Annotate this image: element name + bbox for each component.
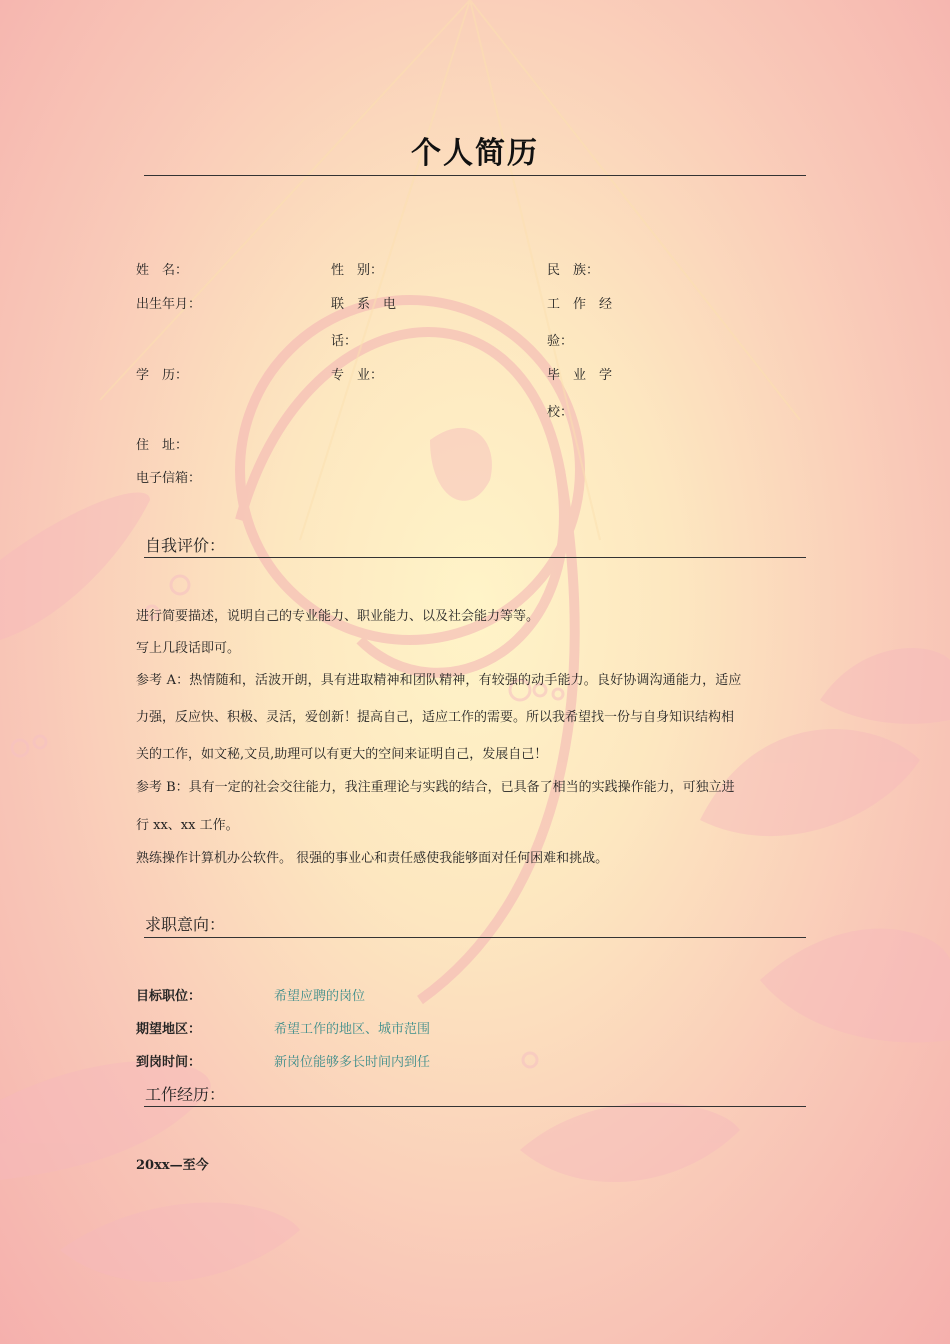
self-eval-line: 参考 A：热情随和，活波开朗，具有进取精神和团队精神，有较强的动手能力。良好协调沟通能力，适应 xyxy=(136,673,742,688)
work-exp-heading: 工作经历： xyxy=(145,1085,226,1104)
self-eval-line: 进行简要描述，说明自己的专业能力、职业能力、以及社会能力等等。 xyxy=(136,609,540,624)
gender-label: 性 别： xyxy=(331,263,384,278)
self-eval-divider xyxy=(144,557,806,558)
self-eval-line: 关的工作，如文秘,文员,助理可以有更大的空间来证明自己，发展自己！ xyxy=(136,747,548,762)
work-period: 20xx—至今 xyxy=(136,1158,209,1173)
title-divider xyxy=(144,175,806,176)
start-time-label: 到岗时间： xyxy=(136,1055,202,1070)
self-eval-line: 参考 B：具有一定的社会交往能力，我注重理论与实践的结合，已具备了相当的实践操作能力，可独立进 xyxy=(136,780,735,795)
email-label: 电子信箱： xyxy=(136,471,202,486)
school-label-line1: 毕 业 学 xyxy=(547,368,613,383)
experience-label-line1: 工 作 经 xyxy=(547,297,613,312)
target-position-value: 希望应聘的岗位 xyxy=(274,989,366,1004)
target-position-label: 目标职位： xyxy=(136,989,202,1004)
start-time-value: 新岗位能够多长时间内到任 xyxy=(274,1055,431,1070)
ethnicity-label: 民 族： xyxy=(547,263,600,278)
resume-title: 个人简历 xyxy=(411,136,539,171)
major-label: 专 业： xyxy=(331,368,384,383)
expected-region-label: 期望地区： xyxy=(136,1022,202,1037)
self-eval-line: 力强，反应快、积极、灵活，爱创新！提高自己，适应工作的需要。所以我希望找一份与自身知识结构相 xyxy=(136,710,735,725)
self-eval-line: 熟练操作计算机办公软件。 很强的事业心和责任感使我能够面对任何困难和挑战。 xyxy=(136,851,609,866)
name-label: 姓 名： xyxy=(136,263,189,278)
expected-region-value: 希望工作的地区、城市范围 xyxy=(274,1022,431,1037)
phone-label-line2: 话： xyxy=(331,334,358,349)
self-eval-line: 写上几段话即可。 xyxy=(136,641,241,656)
school-label-line2: 校： xyxy=(547,405,574,420)
education-label: 学 历： xyxy=(136,368,189,383)
self-eval-line: 行 xx、xx 工作。 xyxy=(136,818,239,833)
address-label: 住 址： xyxy=(136,438,189,453)
experience-label-line2: 验： xyxy=(547,334,574,349)
job-intent-heading: 求职意向： xyxy=(145,915,226,934)
work-exp-divider xyxy=(144,1106,806,1107)
phone-label-line1: 联 系 电 xyxy=(331,297,397,312)
birth-label: 出生年月： xyxy=(136,297,202,312)
job-intent-divider xyxy=(144,937,806,938)
self-eval-heading: 自我评价： xyxy=(145,536,226,555)
